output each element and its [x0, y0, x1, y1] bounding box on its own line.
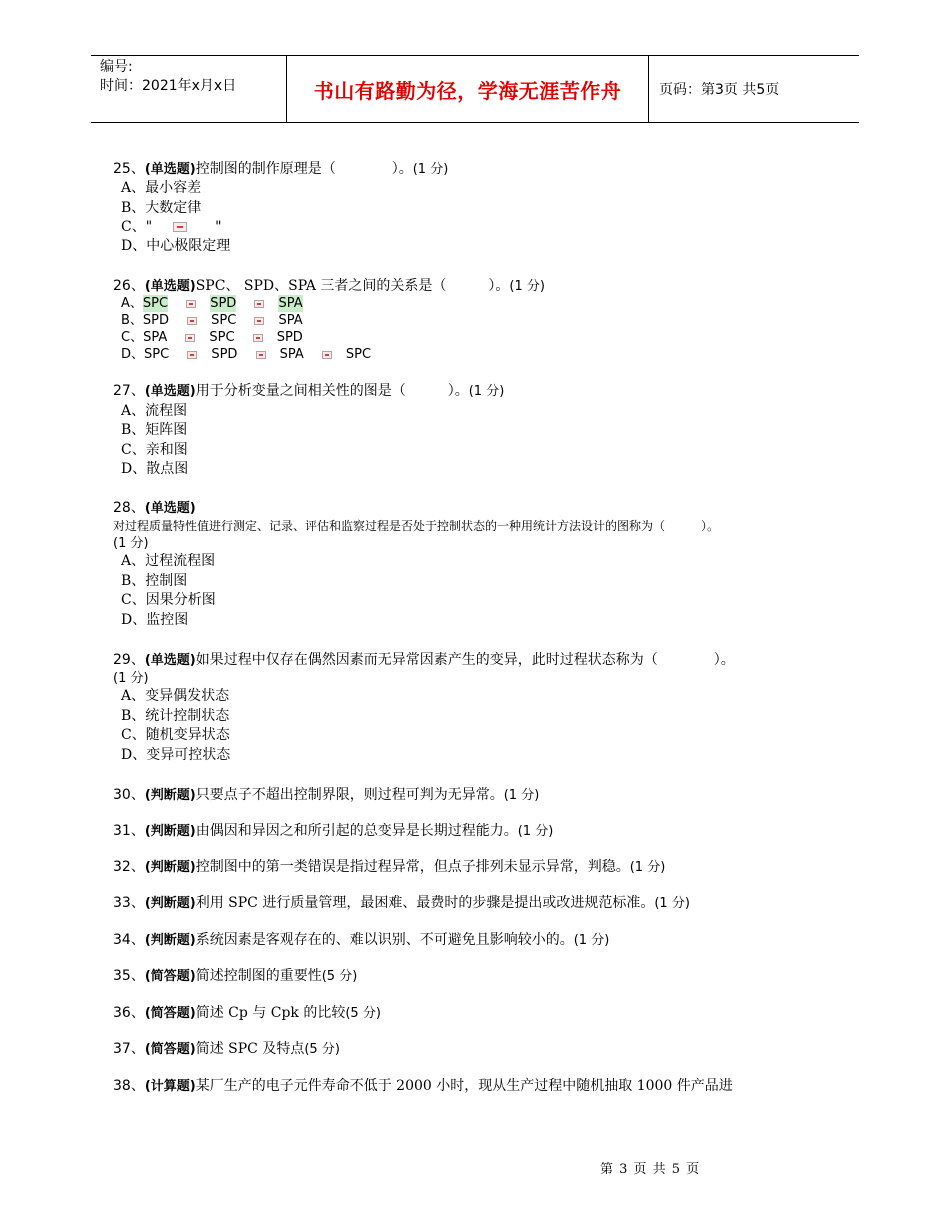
broken-image-icon: [173, 222, 187, 232]
page-footer: 第 3 页 共 5 页: [600, 1162, 700, 1177]
question-36: 36、(简答题)简述 Cp 与 Cpk 的比较(5 分): [113, 1005, 381, 1021]
option-26-a: A、SPC SPD SPA: [121, 296, 303, 311]
header-motto: 书山有路勤为径，学海无涯苦作舟: [286, 56, 649, 122]
option-27-c: C、亲和图: [121, 442, 188, 458]
broken-image-icon: [187, 317, 197, 325]
page-header: [91, 55, 859, 123]
question-33: 33、(判断题)利用 SPC 进行质量管理，最困难、最费时的步骤是提出或改进规范标准。(1 分): [113, 895, 690, 911]
option-29-b: B、统计控制状态: [121, 708, 230, 724]
broken-image-icon: [185, 334, 195, 342]
broken-image-icon: [253, 334, 263, 342]
question-29: 29、(单选题)如果过程中仅存在偶然因素而无异常因素产生的变异，此时过程状态称为（ ）。: [113, 652, 735, 668]
question-28: 28、(单选题): [113, 500, 196, 516]
option-27-d: D、散点图: [121, 461, 189, 477]
header-meta: [91, 56, 286, 122]
header-date: 时间：2021年x月x日: [100, 78, 237, 94]
option-28-c: C、因果分析图: [121, 592, 216, 608]
option-29-d: D、变异可控状态: [121, 747, 231, 763]
option-27-b: B、矩阵图: [121, 422, 188, 438]
header-serial: 编号:: [100, 59, 133, 75]
broken-image-icon: [186, 300, 196, 308]
broken-image-icon: [187, 351, 197, 359]
option-25-d: D、中心极限定理: [121, 238, 231, 254]
question-28-score: (1 分): [113, 536, 149, 551]
broken-image-icon: [254, 300, 264, 308]
question-34: 34、(判断题)系统因素是客观存在的、难以识别、不可避免且影响较小的。(1 分): [113, 932, 610, 948]
question-35: 35、(简答题)简述控制图的重要性(5 分): [113, 968, 358, 984]
question-28-stem: 对过程质量特性值进行测定、记录、评估和监察过程是否处于控制状态的一种用统计方法设计的图称为（ ）。: [113, 519, 720, 533]
option-28-a: A、过程流程图: [121, 553, 216, 569]
question-25: 25、(单选题)控制图的制作原理是（ ）。(1 分): [113, 161, 449, 177]
question-38: 38、(计算题)某厂生产的电子元件寿命不低于 2000 小时，现从生产过程中随机抽取 1000 件产品进: [113, 1078, 733, 1094]
option-26-b: B、SPD SPC SPA: [121, 313, 303, 328]
option-26-c: C、SPA SPC SPD: [121, 330, 303, 345]
question-26: 26、(单选题)SPC、 SPD、SPA 三者之间的关系是（ ）。(1 分): [113, 278, 545, 294]
broken-image-icon: [256, 351, 266, 359]
question-27: 27、(单选题)用于分析变量之间相关性的图是（ ）。(1 分): [113, 383, 505, 399]
header-page-number: 页码：第3页 共5页: [659, 82, 780, 98]
option-25-a: A、最小容差: [121, 180, 202, 196]
option-25-b: B、大数定律: [121, 200, 202, 216]
option-29-a: A、变异偶发状态: [121, 688, 230, 704]
question-32: 32、(判断题)控制图中的第一类错误是指过程异常，但点子排列未显示异常，判稳。(1 分): [113, 859, 666, 875]
question-31: 31、(判断题)由偶因和异因之和所引起的总变异是长期过程能力。(1 分): [113, 823, 554, 839]
broken-image-icon: [254, 317, 264, 325]
option-25-c: C、" ": [121, 219, 222, 235]
option-27-a: A、流程图: [121, 403, 188, 419]
option-29-c: C、随机变异状态: [121, 727, 230, 743]
question-30: 30、(判断题)只要点子不超出控制界限，则过程可判为无异常。(1 分): [113, 787, 540, 803]
option-28-d: D、监控图: [121, 612, 189, 628]
option-26-d: D、SPC SPD SPA SPC: [121, 347, 372, 362]
broken-image-icon: [322, 351, 332, 359]
question-29-score: (1 分): [113, 671, 149, 686]
question-37: 37、(简答题)简述 SPC 及特点(5 分): [113, 1041, 340, 1057]
option-28-b: B、控制图: [121, 573, 188, 589]
